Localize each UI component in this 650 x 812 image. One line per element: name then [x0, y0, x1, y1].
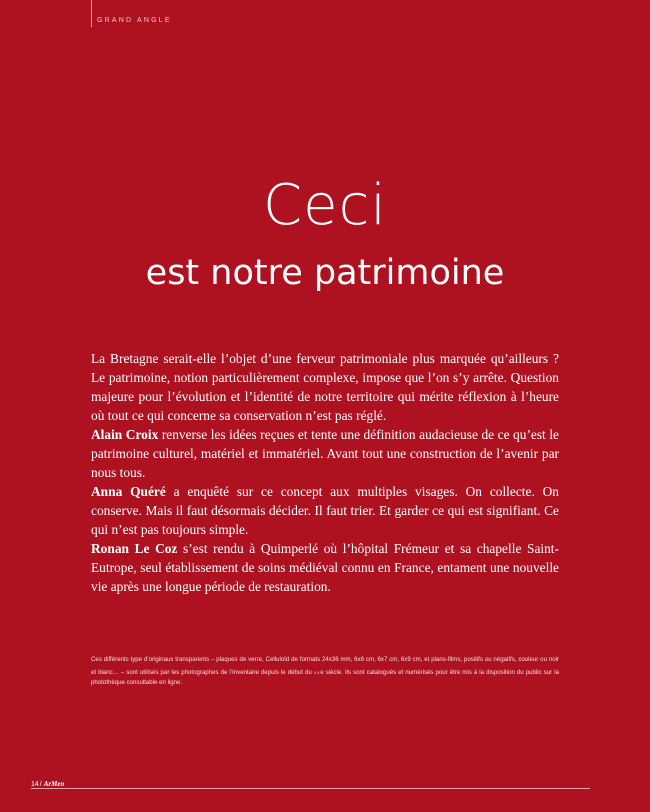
intro-text	[91, 349, 559, 596]
subheadline: est notre patrimoine	[145, 253, 505, 293]
page-number: 14	[31, 781, 39, 788]
magazine-logo: ArMen	[43, 780, 65, 788]
author-name: Ronan Le Coz	[91, 541, 178, 556]
intro-paragraph	[91, 425, 559, 482]
footer-rule	[31, 788, 590, 789]
paragraph-text: a enquêté sur ce concept aux multiples visages. On collecte. On conserve. Mais il faut désormais décider. Il faut trier. Et garder ce qui est signifiant. Ce qui n’est pas toujours simple.	[91, 484, 559, 537]
intro-paragraph: La Bretagne serait-elle l’objet d’une ferveur patrimoniale plus marquée qu’ailleurs ? Le patrimoine, notion particulièrement complexe, impose que l’on s’y arrête. Question majeure pour l’évolution et l’identité de notre territoire qui mérite réflexion à l’heure où tout ce qui concerne sa conservation n’est pas réglé.	[91, 351, 559, 423]
intro-paragraph	[91, 482, 559, 539]
caption-text	[91, 655, 559, 688]
section-label: GRAND ANGLE	[97, 17, 172, 24]
intro-paragraph	[91, 539, 559, 596]
caption-part: e siècle. Ils sont catalogués et numérisés pour être mis à la disposition du public sur la photothèque consultable en ligne.	[91, 669, 559, 687]
headline: Ceci	[263, 173, 387, 238]
author-name: Anna Quéré	[91, 484, 166, 499]
paragraph-text: renverse les idées reçues et tente une définition audacieuse de ce qu’est le patrimoine culturel, matériel et immatériel. Avant tout une construction de l’avenir par nous tous.	[91, 427, 559, 480]
paragraph-text: s’est rendu à Quimperlé où l’hôpital Frémeur et sa chapelle Saint-Eutrope, seul établissement de soins médiéval connu en France, entament une nouvelle vie après une longue période de restauration.	[91, 541, 559, 594]
header-divider	[91, 0, 92, 27]
slash-divider: /	[39, 781, 42, 788]
century-numeral: xx	[313, 669, 321, 677]
page-footer	[31, 780, 64, 788]
caption-part: Ces différents type d’originaux transparents – plaques de verre, Celluloïd de formats 24x36 mm, 6x6 cm, 6x7 cm, 6x9 cm, et plans-films, positifs ou négatifs, couleur ou noir et blanc… – sont utilisés par les photographes de l’Inventaire depuis le début du	[91, 656, 559, 677]
author-name: Alain Croix	[91, 427, 159, 442]
photo-caption	[91, 655, 559, 688]
